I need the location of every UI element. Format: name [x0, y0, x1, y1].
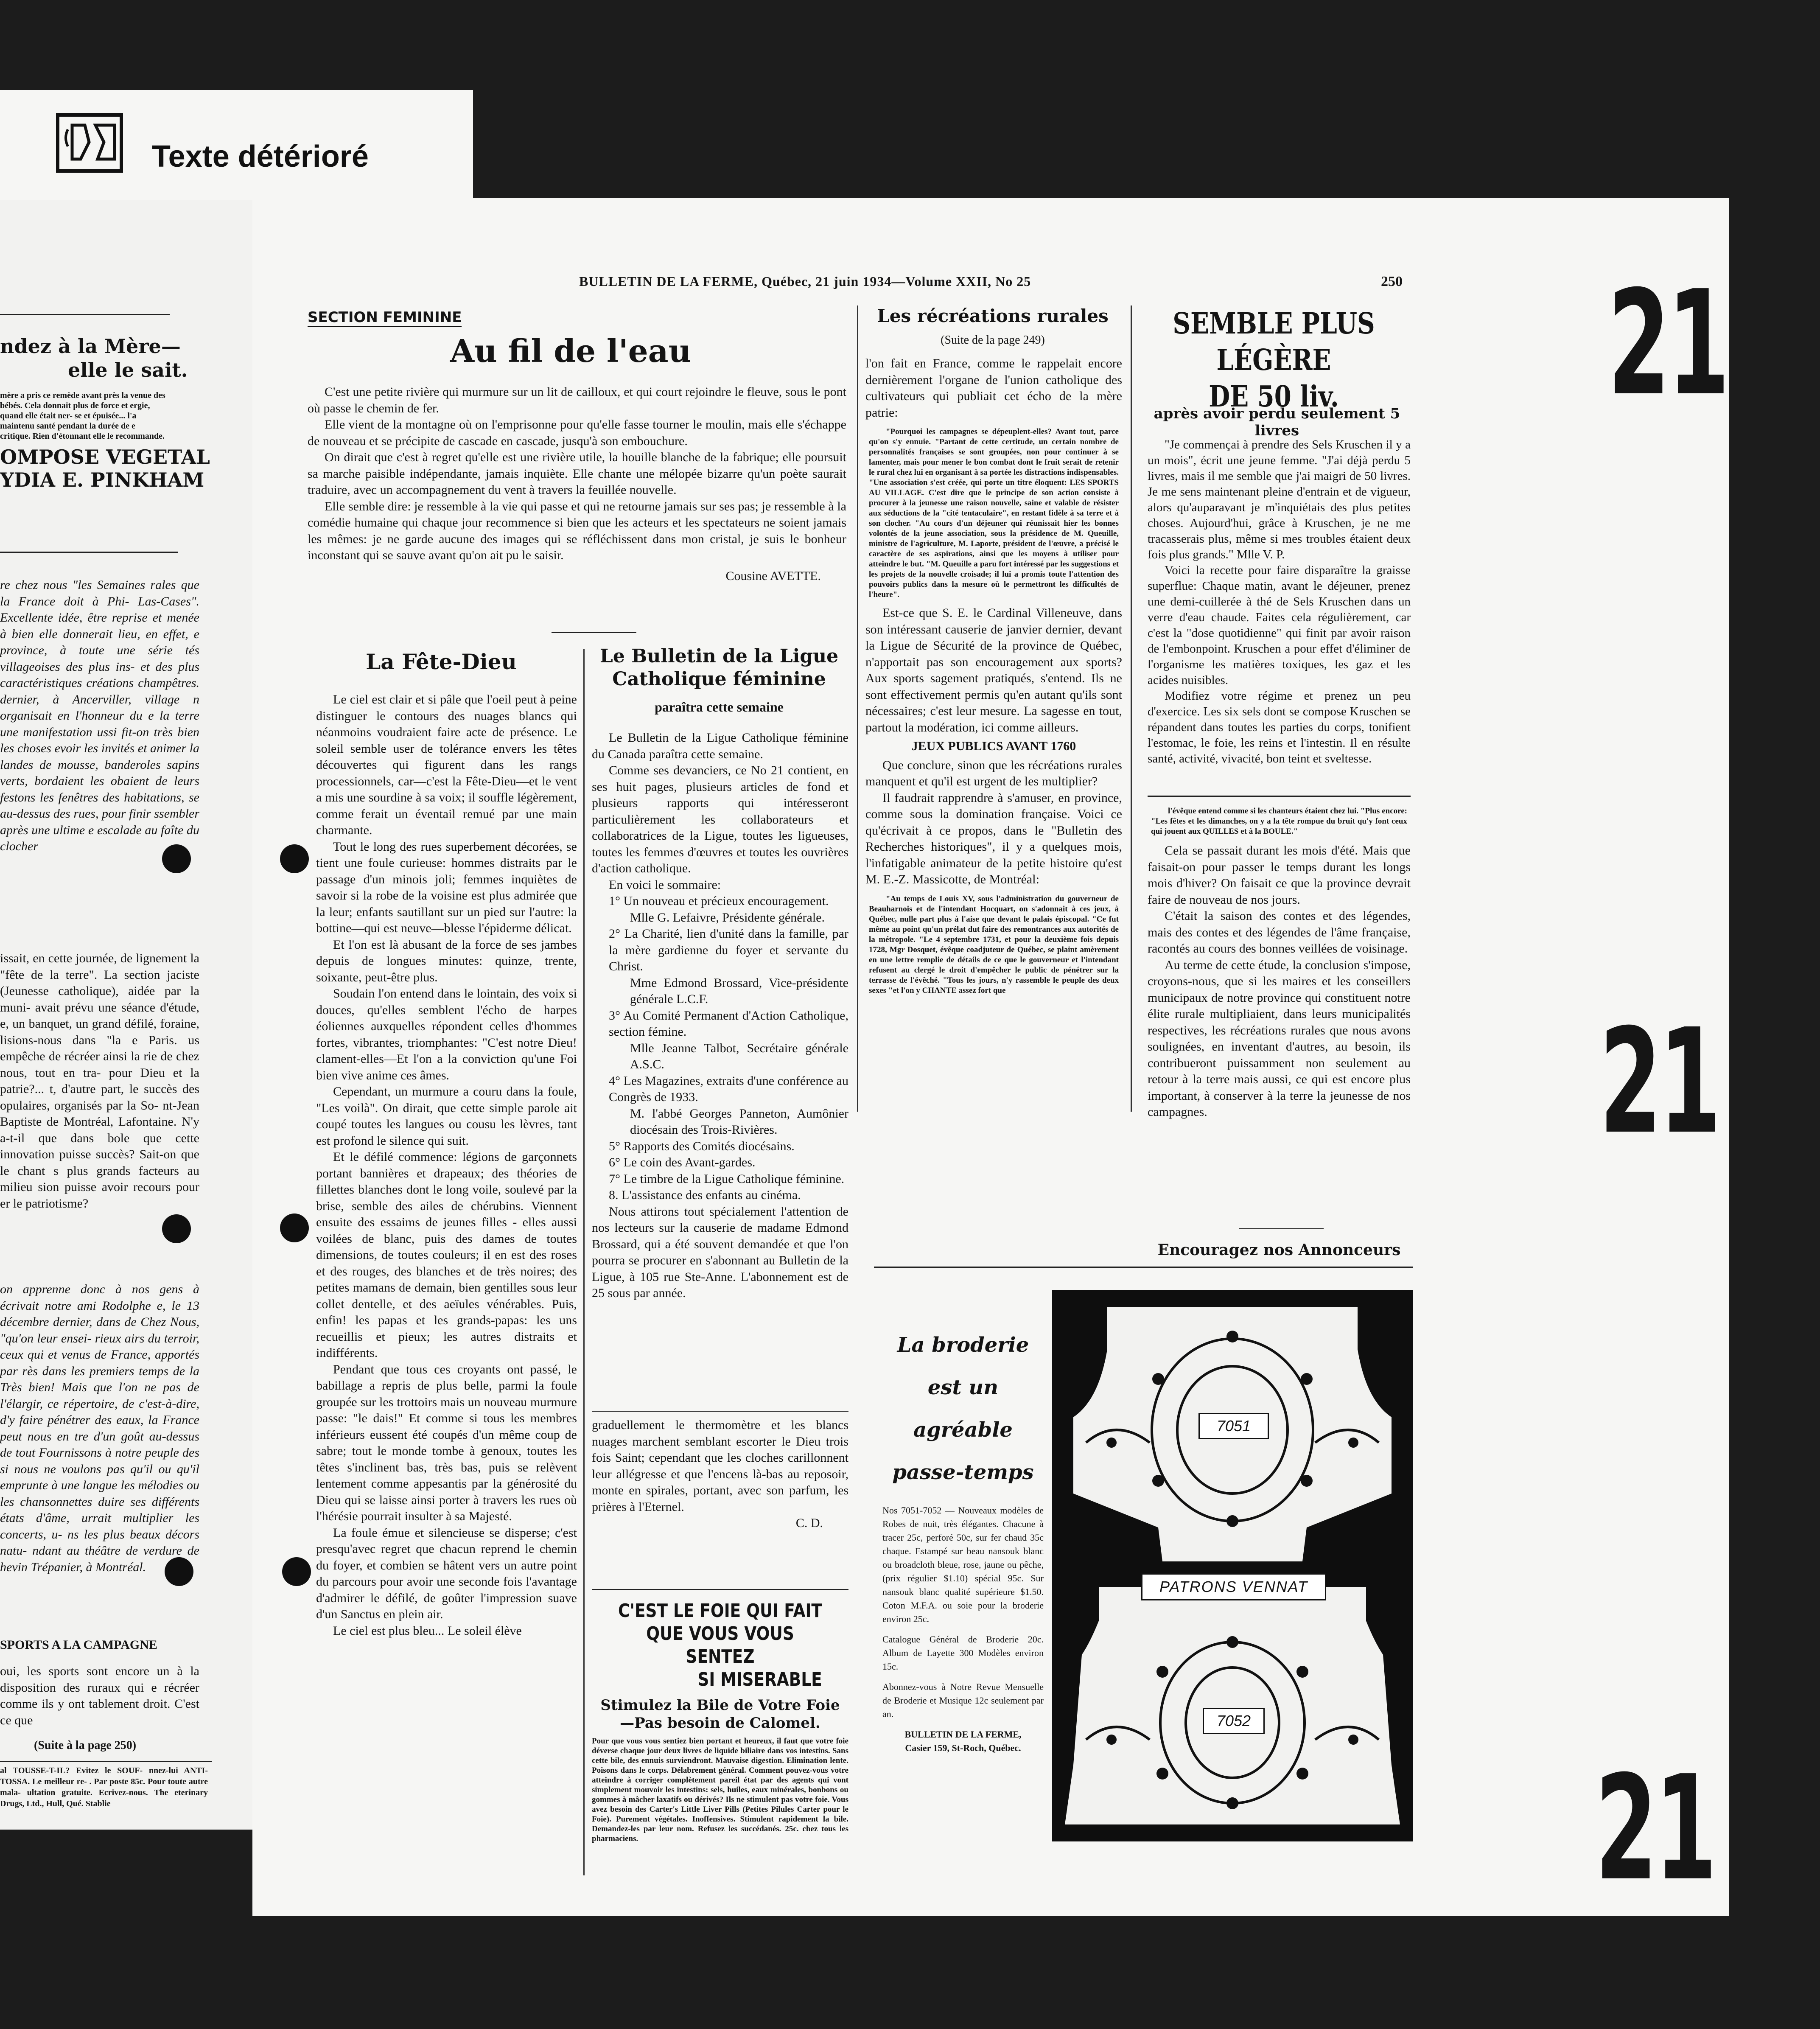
left-fragment [0, 314, 212, 1791]
pinkham-ad-title: ndez à la Mère— elle le sait. [0, 335, 188, 381]
ligue-subtitle: paraîtra cette semaine [655, 699, 784, 715]
deteriorated-label: Texte détérioré [152, 140, 369, 174]
deteriorated-icon [55, 112, 148, 176]
fete-dieu-continuation: graduellement le thermomètre et les blancs nuages marchent semblant escorter le Dieu trois fois Saint; cependant que les cloches carillonnent leur allégresse et que l'encens là-bas au reposoir, monte en spirales, portant, avec son parfum, les prières à l'Eternel. C. D. [592, 1418, 848, 1530]
broderie-headline: La broderie est un agréable passe-temps [892, 1333, 1034, 1484]
left-bottom-ad: al TOUSSE-T-IL? Evitez le SOUF- nnez-lui ANTI-TOSSA. Le meilleur re- . Par poste 85c. Pour toute autre mala- ultation gratuite. Ecrivez-nous. The eterinary Drugs, Ltd., Hull, Qué. Stablie [0, 1766, 208, 1808]
pattern-7051-label: 7051 [1198, 1413, 1269, 1439]
left-body-4: oui, les sports sont encore un à la disposition des ruraux qui e récréer comme ils y ont tablement droit. C'est ce que [0, 1664, 199, 1727]
pattern-banner: PATRONS VENNAT [1141, 1573, 1326, 1600]
left-cont: (Suite à la page 250) [34, 1739, 137, 1752]
frame-marker-top: 21 [1608, 260, 1727, 428]
fete-dieu-body: Le ciel est clair et si pâle que l'oeil peut à peine distinguer le contours des nuages blancs qui néanmoins voudraient faire acte de présence. Le soleil semble user de tolérance envers les têtes découvertes qui figurent dans les rangs processionnels, car—c'est la Fête-Dieu—et le vent a mis une sourdine à sa voix; il souffle légèrement, comme ferait un éventail remué par une main charmante. Tout le long des rues superbement décorées, se tient une foule curieuse: hommes distraits par le passage d'un minois joli; femmes inquiètes de savoir si la robe de la voisine est plus admirée que la leur; enfants sautillant sur un pied sur l'autre: la bottine—qui est neuve—blesse l'épiderme délicat. Et l'on est là abusant de la force de ses jambes depuis de longues minutes: quinze, trente, soixante, peut-être plus. Soudain l'on entend dans le lointain, des voix si douces, qu'elles semblent l'écho de harpes éoliennes auxquelles répondent celles d'hommes fortes, vibrantes, triomphantes: "C'est notre Dieu! clament-elles—Et l'on a la conviction qu'une Foi bien vive anime ces âmes. Cependant, un murmure a couru dans la foule, "Les voilà". On dirait, que cette simple parole ait coupé toutes les langues ou cousu les lèvres, tant est profond le silence qui suit. Et le défilé commence: légions de garçonnets portant bannières et drapeaux; des théories de fillettes blanches dont le long voile, soulevé par la brise, semble des ailes de chérubins. Viennent ensuite des essaims de jeunes filles - elles aussi voilées de blanc, puis des dames de toutes dimensions, de toutes couleurs; il en est des roses et des rouges, des blanches et de très noires; des petites mamans de demain, bien gentilles sous leur collet dentelle, et des aeïules vénérables. Puis, enfin! les papas et les grands-papas: les uns recueillis et pieux; les autres distraits et indifférents. Pendant que tous ces croyants ont passé, le babillage a repris de plus belle, parmi la foule groupée sur les trottoirs mais un nouveau murmure passe: "le dais!" Et comme si tous les membres inférieurs eussent été coupés d'un même coup de sabre; tout le monde tombe à genoux, toutes les têtes s'inclinent bas, très bas, puis se relèvent lentement comme appesantis par la générosité du Dieu qui se laisse ainsi porter à travers les rues où l'hérésie pourrait insulter à sa Majesté. La foule émue et silencieuse se disperse; c'est presqu'avec regret que chacun reprend le chemin du foyer, et combien se hâtent vers un autre point du parcours pour avoir une seconde fois l'avantage d'admirer le défilé, de goûter l'impression suave d'un Sanctus en plein air. Le ciel est plus bleu... Le soleil élève [316, 692, 577, 1638]
pinkham-brand: OMPOSE VEGETAL YDIA E. PINKHAM [0, 446, 210, 491]
foie-ad-sub: Stimulez la Bile de Votre Foie —Pas besoin de Calomel. [600, 1697, 840, 1732]
foie-ad-body: Pour que vous vous sentiez bien portant et heureux, il faut que votre foie déverse chaque jour deux livres de liquide biliaire dans vos intestins. Sans cette bile, des ennuis surviendront. Mauvaise digestion. Elimination lente. Poisons dans le corps. Délabrement général. Comment pouvez-vous votre atteindre à corriger complètement pareil état par des agents qui vont simplement mouvoir les intestins: sels, huiles, eaux minérales, bonbons ou gommes à mâcher laxatifs ou dérivés? Ils ne stimulent pas votre foie. Vous avez besoin des Carter's Little Liver Pills (Petites Pilules Carter pour le Foie). Purement végétales. Inoffensives. Stimulent rapidement la bile. Demandez-les par leur nom. Refusez les succédanés. 25c. chez tous les pharmaciens. [592, 1737, 848, 1843]
left-body-1: re chez nous "les Semaines rales que la France doit à Phi- Las-Cases". Excellente idée, être reprise et menée à bien elle donnerait lieu, en effet, e province, à toute une série tés villageoises des plus ins- et des plus caractéristiques créations champêtres. dernier, à Ancerviller, village n organisait en l'honneur du e la terre une manifestation ussi fit-on très bien les choses evoir les invités et animer la landes de mousse, banderoles sapins verts, bordaient les obaient de leurs festons les fenêtres des habitations, se au-dessus des rues, pour finir ssembler après une ultime e escalade au faîte du clocher [0, 578, 199, 853]
fete-dieu-title: La Fête-Dieu [366, 649, 517, 674]
page-number: 250 [1381, 274, 1403, 289]
foie-ad [592, 1600, 848, 1880]
broderie-body: Nos 7051-7052 — Nouveaux modèles de Robes de nuit, très élégantes. Chacune à tracer 25c, perforé 50c, sur fer chaud 35c chaque. Estampé sur beau nansouk blanc ou broadcloth bleue, rose, jaune ou pêche, (prix régulier $1.10) spécial 95c. Sur nansouk blanc qualité supérieure $1.50. Coton M.F.A. ou soie pour la broderie environ 25c. [882, 1505, 1044, 1624]
frame-marker-middle: 21 [1599, 998, 1719, 1166]
ligue-title: Le Bulletin de la Ligue Catholique féminine [599, 645, 839, 690]
pattern-7052-label: 7052 [1203, 1708, 1265, 1734]
recreations-cont: (Suite de la page 249) [941, 333, 1045, 347]
broderie-address: BULLETIN DE LA FERME, Casier 159, St-Roch, Québec. [904, 1729, 1022, 1753]
kruschen-headline: SEMBLE PLUS LÉGÈRE DE 50 liv. [1173, 307, 1375, 414]
ligue-body: Le Bulletin de la Ligue Catholique féminine du Canada paraîtra cette semaine. Comme ses devanciers, ce No 21 contient, en ses huit pages, plusieurs articles de fond et plusieurs rapports qui intéresseront particulièrement les collaborateurs et collaboratrices de la Ligue, toutes les ligueuses, toutes les femmes d'œuvres et toutes les ouvrières d'action catholique. En voici le sommaire: 1° Un nouveau et précieux encouragement. Mlle G. Lefaivre, Présidente générale. 2° La Charité, lien d'unité dans la famille, par la mère gardienne du foyer et servante du Christ. Mme Edmond Brossard, Vice-présidente générale L.C.F. 3° Au Comité Permanent d'Action Catholique, section fémine. Mlle Jeanne Talbot, Secrétaire générale A.S.C. 4° Les Magazines, extraits d'une conférence au Congrès de 1933. M. l'abbé Georges Panneton, Aumônier diocésain des Trois-Rivières. 5° Rapports des Comités diocésains. 6° Le coin des Avant-gardes. 7° Le timbre de la Ligue Catholique féminine. 8. L'assistance des enfants au cinéma. Nous attirons tout spécialement l'attention de nos lecteurs sur la causerie de madame Edmond Brossard, qui a été souvent demandée et que l'on pourra se procurer en s'abonnant au Bulletin de la Ligue, à 105 rue Ste-Anne. L'abonnement est de 25 sous par année. [592, 731, 848, 1300]
left-body-3: on apprenne donc à nos gens à écrivait notre ami Rodolphe e, le 13 décembre dernier, dans de Chez Nous, "qu'on leur ensei- rieux airs du terroir, ceux qui et venus de France, apportés par rès dans les premiers temps de la Très bien! Mais que l'on ne pas de l'élargir, ce répertoire, de c'est-à-dire, d'y faire pénétrer des eaux, la France peut nous en tre d'un goût au-dessus de tout Fournissons à notre peuple des si nous ne voulons pas qu'il ou qu'il emprunte à une langue les mélodies ou les chansonnettes duire ses différents états d'âme, urrait multiplier les concerts, u- ns les plus beaux décors natu- ndant au théâtre de verdure de hevin Trépanier, à Montréal. [0, 1282, 199, 1574]
left-subhead: SPORTS A LA CAMPAGNE [0, 1638, 157, 1652]
embroidery-illustration [1052, 1290, 1413, 1841]
recreations-continuation: l'évêque entend comme si les chanteurs étaient chez lui. "Plus encore: "Les fêtes et les dimanches, on y a la tête rompue du bruit qu'y font ceux qui jouent aux QUILLES et à la BOULE." Cela se passait durant les mois d'été. Mais que faisait-on pour passer le temps durant les longs mois d'hiver? On faisait ce que la province devrait faire de nouveau de nos jours. C'était la saison des contes et des légendes, mais des contes et des légendes de l'âme française, racontés au cours des bonnes veillées de voisinage. Au terme de cette étude, la conclusion s'impose, croyons-nous, que si les maires et les conseillers municipaux de notre province qui constituent notre élite rurale multipliaient, dans leurs municipalités respectives, les récréations rurales que nous avons soulignées, en inventant d'autres, au besoin, ils contribueront puissamment non seulement au retour à la terre mais aussi, ce qui est encore plus important, à conserver à la terre la jeunesse de nos campagnes. [1148, 807, 1411, 1119]
au-fil-title: Au fil de l'eau [450, 333, 692, 370]
kruschen-sub: après avoir perdu seulement 5 livres [1154, 405, 1400, 439]
encouragez-footer: Encouragez nos Annonceurs [1157, 1241, 1401, 1259]
embroidery-pattern-art [1052, 1290, 1413, 1841]
broderie-catalog: Catalogue Général de Broderie 20c. Album de Layette 300 Modèles environ 15c. [882, 1634, 1044, 1672]
recreations-body: l'on fait en France, comme le rappelait encore dernièrement l'organe de l'union catholique des cultivateurs qui publiait cet écho de la mère patrie: "Pourquoi les campagnes se dépeuplent-elles? Avant tout, parce qu'on s'y ennuie. "Partant de cette certitude, un certain nombre de personnalités françaises se sont groupées, non pour continuer à se lamenter, mais pour mener le bon combat dont le fruit serait de retenir le rural chez lui en organisant à sa portée les distractions indispensables. "Une association s'est créée, qui porte un titre éloquent: LES SPORTS AU VILLAGE. C'est dire que le principe de son action consiste à procurer à la jeunesse une raison nouvelle, saine et valable de résister aux séductions de la "cité tentaculaire", en restant fidèle à sa terre et à son clocher. "Au cours d'un déjeuner qui réunissait hier les bonnes volontés de la jeune association, sous la présidence de M. Queuille, ministre de l'agriculture, M. Laporte, président de l'œuvre, a précisé le caractère de ses aspirations, ainsi que les moyens à utiliser pour atteindre le but. "M. Queuille a paru fort intéressé par les suggestions et les projets de la nouvelle croisade; il lui a promis toute l'attention des pouvoirs publics dans la mesure où le permettront les difficultés de l'heure". Est-ce que S. E. le Cardinal Villeneuve, dans son intéressant causerie de janvier dernier, devant la Ligue de Sécurité de la province de Québec, n'apportait pas son encouragement aux sports? Aux sports sagement pratiqués, s'entend. Ils ne sont effectivement permis qu'en autant qu'ils sont nécessaires; c'est leur mesure. La sagesse en tout, partout la modération, ici comme ailleurs. JEUX PUBLICS AVANT 1760 Que conclure, sinon que les récréations rurales manquent et qu'il est urgent de les multiplier? Il faudrait rapprendre à s'amuser, en province, comme sous la domination française. Voici ce qu'écrivait à ce propos, dans le "Bulletin des Recherches historiques", il y a quelques mois, l'infatigable animateur de la petite histoire qu'est M. E.-Z. Massicotte, de Montréal: "Au temps de Louis XV, sous l'administration du gouverneur de Beauharnois et de l'intendant Hocquart, on s'adonnait à ces jeux, à Québec, nulle part plus à l'aise que devant le palais épiscopal. "Ce fut même au point qu'un prélat dut faire des remontrances aux autorités de la métropole. "Le 4 septembre 1731, et pour la deuxième fois depuis 1728, Mgr Dosquet, évêque coadjuteur de Québec, se plaint amèrement en une lettre remplie de détails de ce que le gouverneur et l'intendant refusent au clergé le droit d'empêcher le public de pénétrer sur la terrasse de l'évêché. "Tous les jours, n'y rassemble le peuple des deux sexes "et l'on y CHANTE assez fort que [865, 356, 1122, 995]
recreations-title: Les récréations rurales [877, 305, 1109, 326]
punch-hole [280, 844, 309, 873]
broderie-abonnez: Abonnez-vous à Notre Revue Mensuelle de Broderie et Musique 12c seulement par an. [882, 1681, 1044, 1719]
kruschen-body: "Je commençai à prendre des Sels Kruschen il y a un mois", écrit une jeune femme. "J'ai déjà perdu 5 livres, mais il me semble que j'ai maigri de 50 livres. Je me sens maintenant pleine d'entrain et de vigueur, alors qu'auparavant je m'inquiétais des plus petites choses. Aujourd'hui, grâce à Kruschen, je ne me tracasserais plus, même si mes troubles étaient deux fois plus grands." Mlle V. P. Voici la recette pour faire disparaître la graisse superflue: Chaque matin, avant le déjeuner, prenez une demi-cuillerée à thé de Sels Kruschen dans un verre d'eau chaude. Faites cela régulièrement, car c'est la "dose quotidienne" qui finit par avoir raison de l'embonpoint. Kruschen a pour effet d'éliminer de l'organisme les matières toxiques, les gaz et les acides nuisibles. Modifiez votre régime et prenez un peu d'exercice. Les six sels dont se compose Kruschen se répandent dans toutes les parties du corps, tonifient l'estomac, le foie, les reins et l'intestin. Il en résulte santé, activité, vivacité, bon teint et sveltesse. [1148, 438, 1411, 765]
punch-hole [280, 1213, 309, 1242]
pinkham-ad-text: mère a pris ce remède avant près la venue des bébés. Cela donnait plus de force et ergie, quand elle était ner- se et épuisée... l'a maintenu santé pendant la durée de e critique. Rien d'étonnant elle le recommande. [0, 391, 165, 441]
left-body-2: issait, en cette journée, de lignement la "fête de la terre". La section jaciste (Jeunesse catholique), aidée par la muni- avait prévu une séance d'étude, e, un banquet, un grand défilé, foraine, lisions-nous dans "la e Paris. us empêche de récréer ainsi la rie de chez nous, tout en tra- pour Dieu et la patrie?... t, d'autre part, le succès des opulaires, organisés par la So- nt-Jean Baptiste de Montréal, Lafontaine. N'y a-t-il que dans bole que cette innovation puisse succès? Sait-on que le chant s plus grands facteurs au milieu sion puisse avoir recours pour er le patriotisme? [0, 951, 199, 1211]
frame-marker-bottom: 21 [1595, 1745, 1714, 1913]
running-head: BULLETIN DE LA FERME, Québec, 21 juin 1934—Volume XXII, No 25 [579, 274, 1031, 289]
au-fil-body: C'est une petite rivière qui murmure sur un lit de cailloux, et qui court rejoindre le fleuve, sous le pont où passe le chemin de fer. Elle vient de la montagne où on l'emprisonne pour qu'elle fasse tourner le moulin, mais elle s'échappe de nouveau et se précipite de cascade en cascade, jusqu'à son embouchure. On dirait que c'est à regret qu'elle est une rivière utile, la houille blanche de la fabrique; elle poursuit sa marche paisible indépendante, jamais inquiète. Elle chante une mélopée bizarre qu'un poète saurait traduire, avec un accompagnement du vent à travers la feuillée nouvelle. Elle semble dire: je ressemble à la vie qui passe et qui ne retourne jamais sur ses pas; je ressemble à la comédie humaine qui chaque jour recommence si bien que les acteurs et les spectateurs ne soient jamais les mêmes: je ne garde aucune des images qui se réfléchissent dans mon cristal, je suis le bonheur inconstant qui se sauve avant qu'on ait pu le saisir. Cousine AVETTE. [308, 385, 846, 583]
section-kicker: SECTION FEMININE [308, 309, 462, 327]
punch-hole [282, 1557, 311, 1586]
foie-ad-headline: C'EST LE FOIE QUI FAIT QUE VOUS VOUS SENTEZ SI MISERABLE [618, 1600, 822, 1690]
broderie-ad-text [882, 1324, 1044, 1755]
